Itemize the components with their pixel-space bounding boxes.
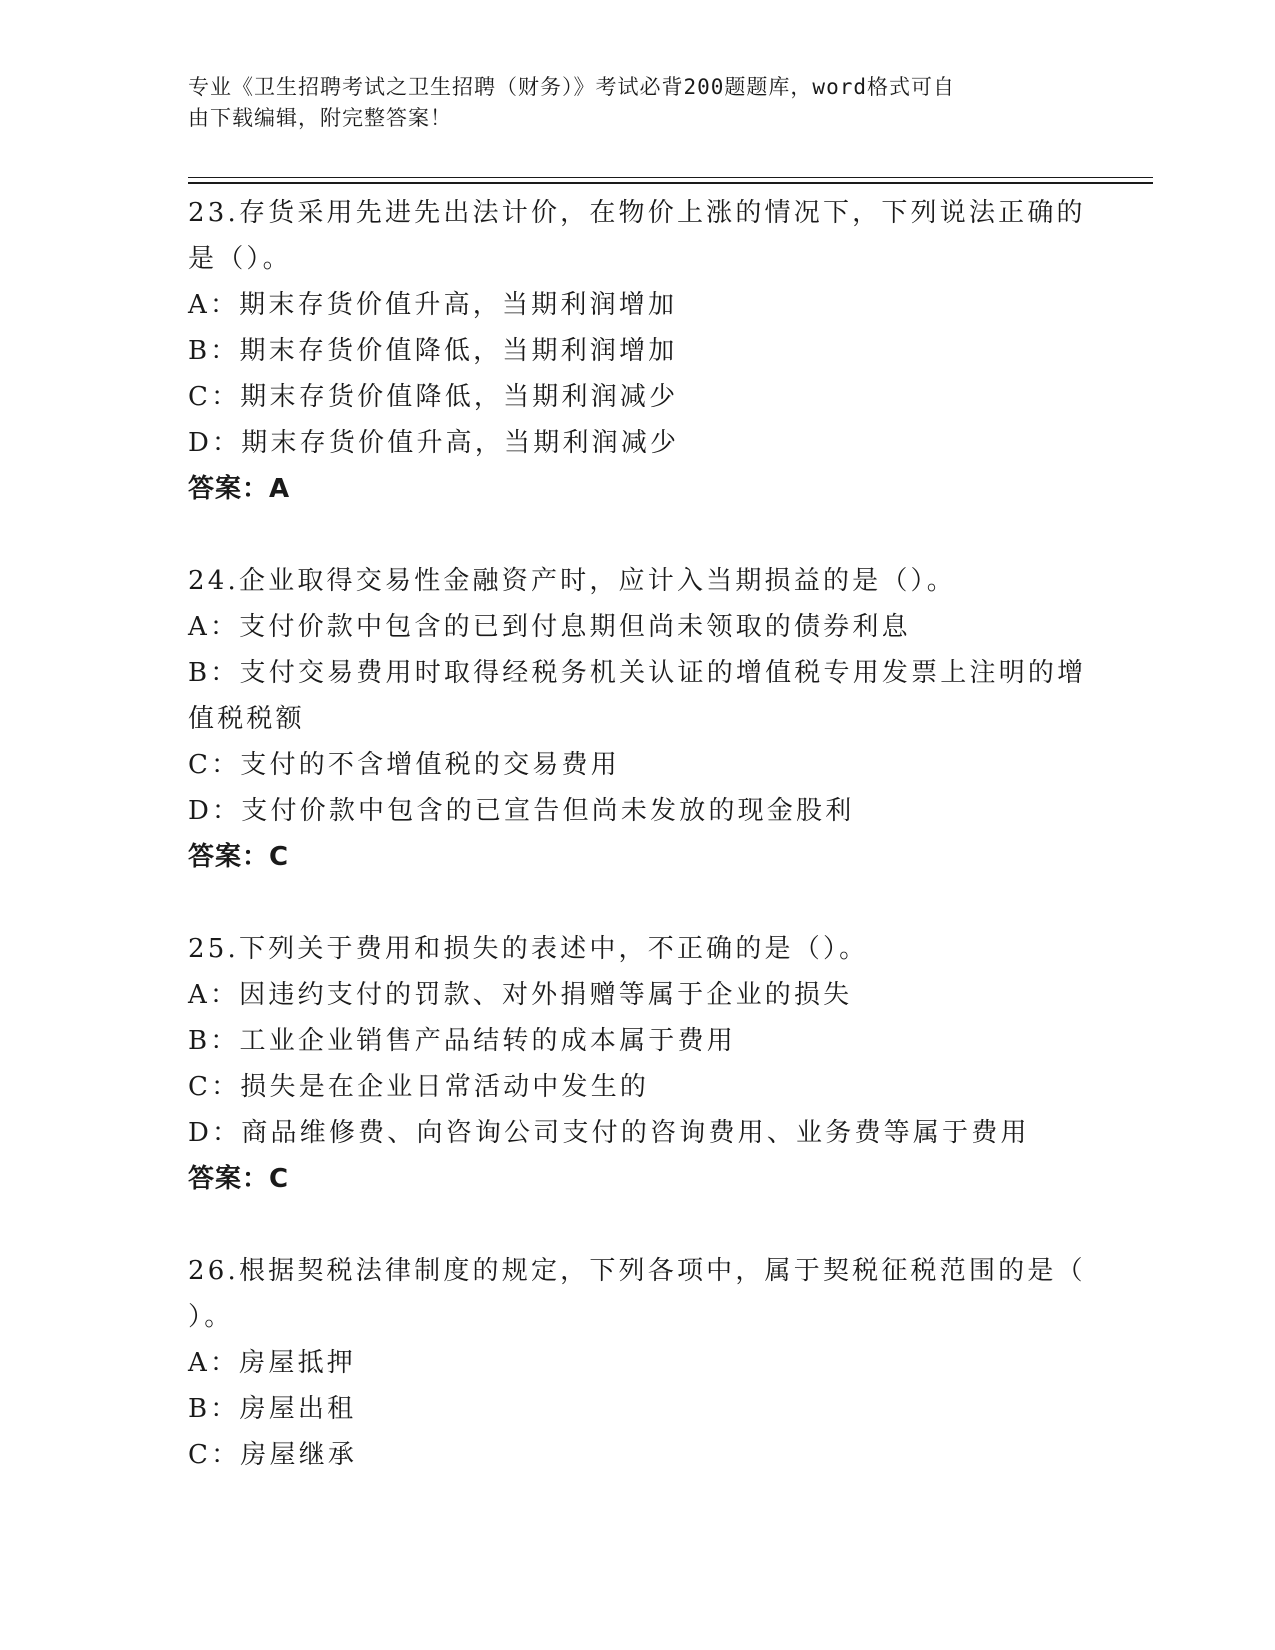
- option-b: B：支付交易费用时取得经税务机关认证的增值税专用发票上注明的增: [188, 658, 1087, 688]
- option-c: C：损失是在企业日常活动中发生的: [188, 1072, 650, 1102]
- document-header: [188, 72, 1068, 134]
- question-stem: 25.下列关于费用和损失的表述中，不正确的是（）。: [188, 934, 869, 964]
- option-d: D：支付价款中包含的已宣告但尚未发放的现金股利: [188, 796, 855, 826]
- question-stem-cont: ）。: [188, 1302, 234, 1332]
- answer: 答案：A: [188, 474, 291, 504]
- option-c: C：房屋继承: [188, 1440, 358, 1470]
- option-b: B：房屋出租: [188, 1394, 357, 1424]
- option-d: D：期末存货价值升高，当期利润减少: [188, 428, 680, 458]
- question-26: [188, 1248, 1088, 1478]
- option-b: B：工业企业销售产品结转的成本属于费用: [188, 1026, 736, 1056]
- answer: 答案：C: [188, 1164, 290, 1194]
- header-rule-thick: [188, 182, 1153, 184]
- header-rule-thin: [188, 177, 1153, 178]
- option-c: C：期末存货价值降低，当期利润减少: [188, 382, 679, 412]
- option-d: D：商品维修费、向咨询公司支付的咨询费用、业务费等属于费用: [188, 1118, 1030, 1148]
- question-25: [188, 926, 1088, 1202]
- option-a: A：房屋抵押: [188, 1348, 356, 1378]
- question-stem: 23.存货采用先进先出法计价，在物价上涨的情况下，下列说法正确的: [188, 198, 1086, 228]
- option-b: B：期末存货价值降低，当期利润增加: [188, 336, 678, 366]
- header-line-1: 专业《卫生招聘考试之卫生招聘（财务）》考试必背200题题库，word格式可自: [188, 75, 955, 99]
- option-a: A：因违约支付的罚款、对外捐赠等属于企业的损失: [188, 980, 853, 1010]
- header-line-2: 由下载编辑，附完整答案！: [188, 106, 452, 130]
- option-c: C：支付的不含增值税的交易费用: [188, 750, 620, 780]
- option-a: A：支付价款中包含的已到付息期但尚未领取的债券利息: [188, 612, 911, 642]
- question-24: [188, 558, 1088, 880]
- option-a: A：期末存货价值升高，当期利润增加: [188, 290, 678, 320]
- question-stem: 26.根据契税法律制度的规定，下列各项中，属于契税征税范围的是（: [188, 1256, 1086, 1286]
- question-23: [188, 190, 1088, 512]
- question-stem: 24.企业取得交易性金融资产时，应计入当期损益的是（）。: [188, 566, 956, 596]
- option-b-cont: 值税税额: [188, 704, 305, 734]
- question-list: [188, 190, 1088, 1478]
- question-stem-cont: 是（）。: [188, 244, 292, 274]
- answer: 答案：C: [188, 842, 290, 872]
